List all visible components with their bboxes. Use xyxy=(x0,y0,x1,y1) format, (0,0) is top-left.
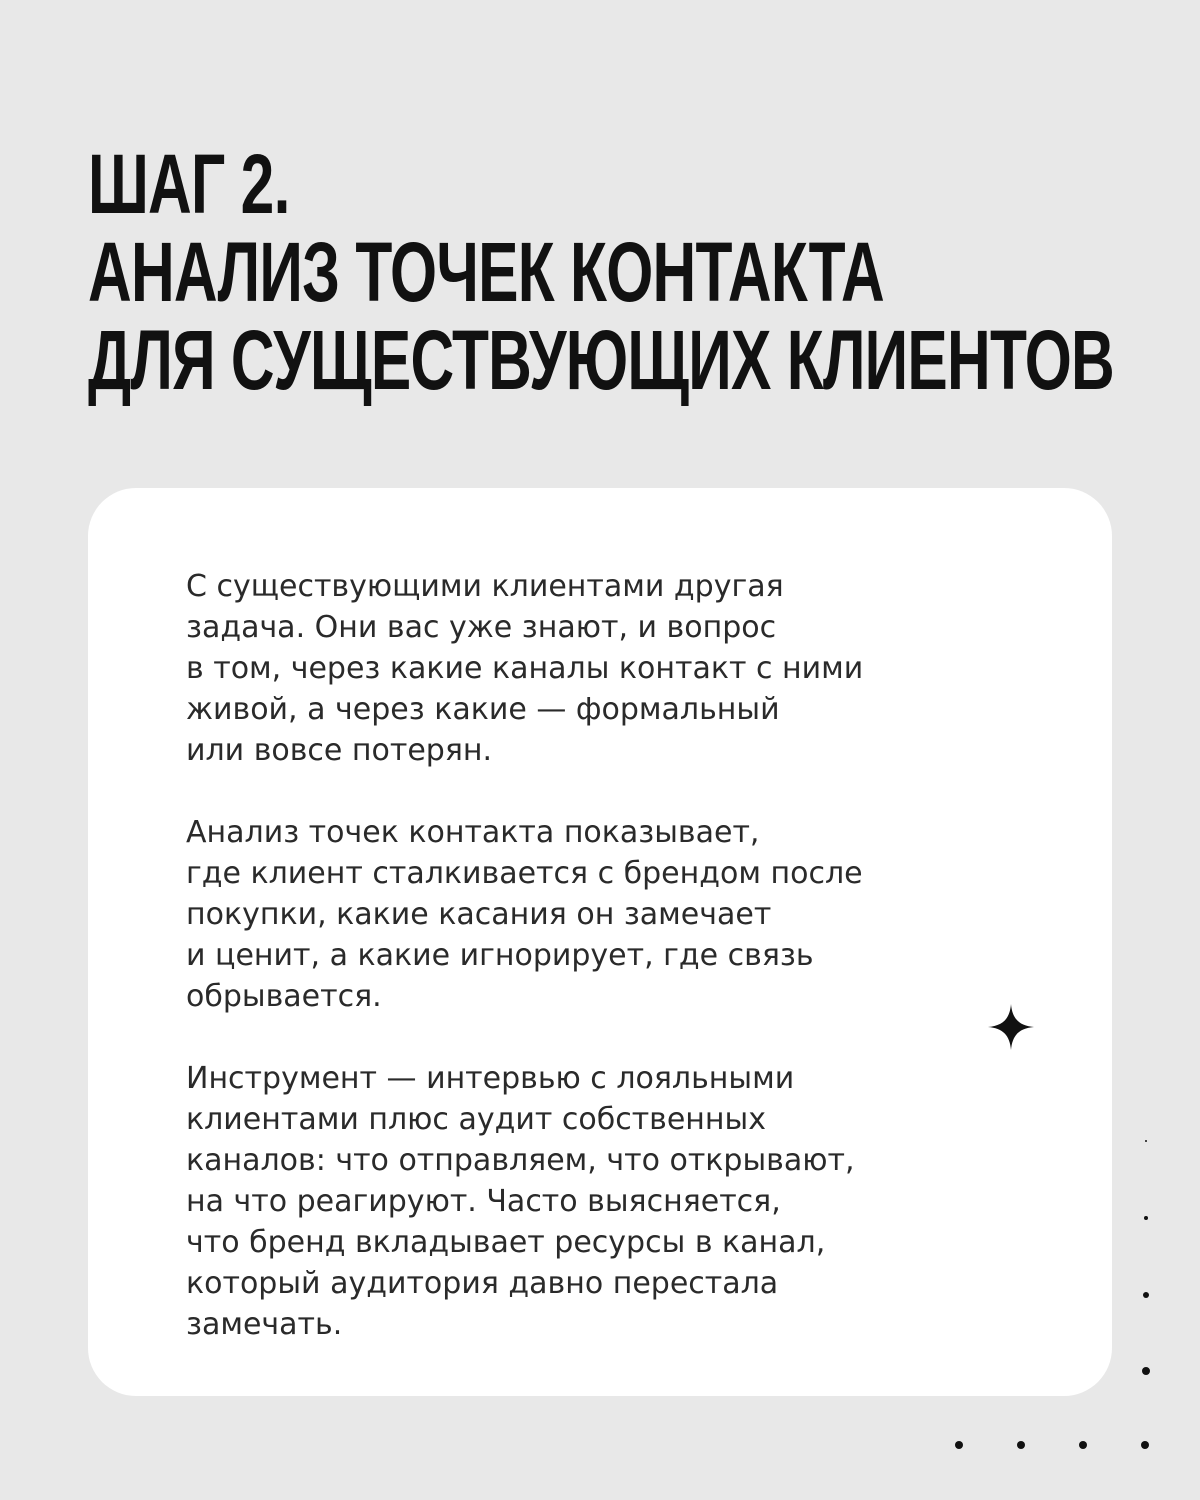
content-card xyxy=(88,488,1112,1396)
paragraph-touchpoints xyxy=(186,812,1036,1017)
text-line: Анализ точек контакта показывает, xyxy=(186,815,760,850)
text-line: и ценит, а какие игнорирует, где связь xyxy=(186,938,814,973)
paragraph-tool xyxy=(186,1058,1036,1345)
text-line: С существующими клиентами другая xyxy=(186,569,784,604)
dot-icon xyxy=(1079,1441,1087,1449)
text-line: задача. Они вас уже знают, и вопрос xyxy=(186,610,777,645)
four-point-star-icon xyxy=(988,1004,1034,1050)
title-line-analysis: АНАЛИЗ ТОЧЕК КОНТАКТА xyxy=(88,225,884,319)
title-line-clients: ДЛЯ СУЩЕСТВУЮЩИХ КЛИЕНТОВ xyxy=(88,313,1114,407)
dot-icon xyxy=(1017,1441,1025,1449)
text-line: в том, через какие каналы контакт с ними xyxy=(186,651,864,686)
text-line: на что реагируют. Часто выясняется, xyxy=(186,1184,781,1219)
text-line: покупки, какие касания он замечает xyxy=(186,897,772,932)
text-line: который аудитория давно перестала xyxy=(186,1266,779,1301)
dot-icon xyxy=(1145,1140,1147,1142)
text-line: где клиент сталкивается с брендом после xyxy=(186,856,863,891)
text-line: или вовсе потерян. xyxy=(186,733,493,768)
paragraph-intro xyxy=(186,566,1036,771)
text-line: живой, а через какие — формальный xyxy=(186,692,780,727)
text-line: каналов: что отправляем, что открывают, xyxy=(186,1143,855,1178)
text-line: обрывается. xyxy=(186,979,382,1014)
dot-icon xyxy=(1142,1367,1150,1375)
dot-icon xyxy=(1144,1216,1148,1220)
dot-icon xyxy=(1143,1292,1149,1298)
text-line: что бренд вкладывает ресурсы в канал, xyxy=(186,1225,826,1260)
text-line: замечать. xyxy=(186,1307,343,1342)
dot-icon xyxy=(955,1441,963,1449)
dot-icon xyxy=(1141,1441,1149,1449)
text-line: клиентами плюс аудит собственных xyxy=(186,1102,766,1137)
title-line-step: ШАГ 2. xyxy=(88,137,290,231)
card-text xyxy=(186,566,1036,1345)
page-title xyxy=(88,137,1114,407)
text-line: Инструмент — интервью с лояльными xyxy=(186,1061,795,1096)
